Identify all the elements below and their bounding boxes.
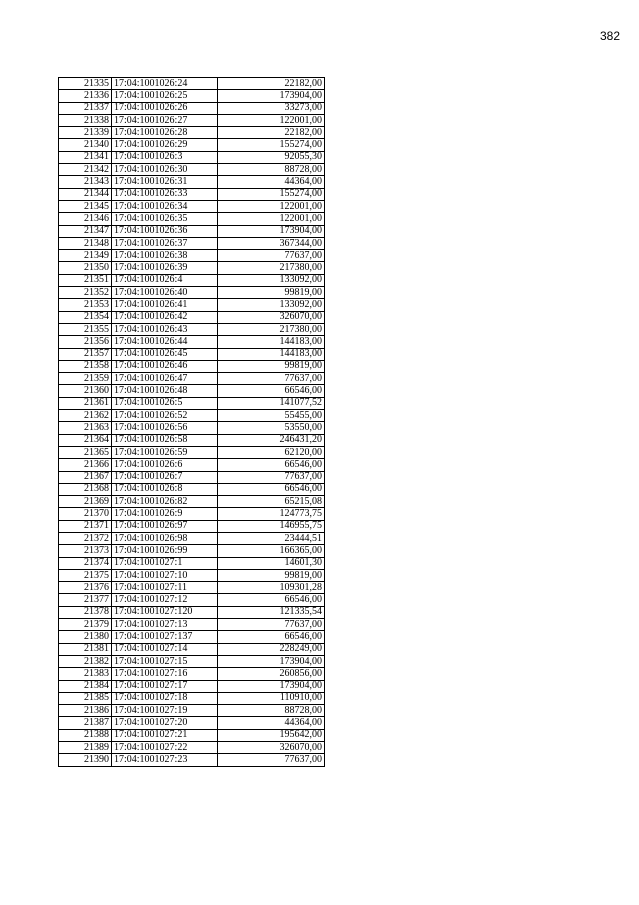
cadastral-number-cell: 17:04:1001026:8 [112, 483, 218, 495]
row-number-cell: 21340 [59, 139, 112, 151]
cadastral-number-cell: 17:04:1001026:35 [112, 213, 218, 225]
value-cell: 326070,00 [218, 311, 325, 323]
cadastral-number-cell: 17:04:1001026:56 [112, 422, 218, 434]
cadastral-number-cell: 17:04:1001026:97 [112, 520, 218, 532]
row-number-cell: 21380 [59, 631, 112, 643]
table-row [59, 680, 325, 692]
table-row [59, 705, 325, 717]
table-row [59, 434, 325, 446]
row-number-cell: 21381 [59, 643, 112, 655]
table-row [59, 729, 325, 741]
value-cell: 173904,00 [218, 90, 325, 102]
row-number-cell: 21365 [59, 446, 112, 458]
value-cell: 44364,00 [218, 176, 325, 188]
value-cell: 326070,00 [218, 742, 325, 754]
row-number-cell: 21354 [59, 311, 112, 323]
value-cell: 109301,28 [218, 582, 325, 594]
row-number-cell: 21348 [59, 237, 112, 249]
cadastral-number-cell: 17:04:1001026:40 [112, 287, 218, 299]
table-row [59, 139, 325, 151]
value-cell: 22182,00 [218, 127, 325, 139]
table-row [59, 397, 325, 409]
table-row [59, 631, 325, 643]
cadastral-number-cell: 17:04:1001026:25 [112, 90, 218, 102]
cadastral-number-cell: 17:04:1001027:14 [112, 643, 218, 655]
cadastral-number-cell: 17:04:1001026:4 [112, 274, 218, 286]
cadastral-number-cell: 17:04:1001026:28 [112, 127, 218, 139]
table-row [59, 102, 325, 114]
table-row [59, 78, 325, 90]
cadastral-number-cell: 17:04:1001027:1 [112, 557, 218, 569]
row-number-cell: 21349 [59, 250, 112, 262]
cadastral-number-cell: 17:04:1001026:48 [112, 385, 218, 397]
cadastral-number-cell: 17:04:1001026:98 [112, 532, 218, 544]
value-cell: 88728,00 [218, 705, 325, 717]
cadastral-number-cell: 17:04:1001026:24 [112, 78, 218, 90]
cadastral-value-table [58, 77, 325, 767]
row-number-cell: 21358 [59, 360, 112, 372]
cadastral-number-cell: 17:04:1001026:34 [112, 200, 218, 212]
row-number-cell: 21343 [59, 176, 112, 188]
cadastral-number-cell: 17:04:1001027:11 [112, 582, 218, 594]
table-row [59, 754, 325, 766]
row-number-cell: 21353 [59, 299, 112, 311]
table-row [59, 373, 325, 385]
row-number-cell: 21336 [59, 90, 112, 102]
value-cell: 66546,00 [218, 459, 325, 471]
table-row [59, 176, 325, 188]
table-row [59, 496, 325, 508]
table-row [59, 237, 325, 249]
value-cell: 99819,00 [218, 569, 325, 581]
value-cell: 77637,00 [218, 250, 325, 262]
table-row [59, 311, 325, 323]
row-number-cell: 21361 [59, 397, 112, 409]
table-row [59, 742, 325, 754]
table-row [59, 360, 325, 372]
cadastral-number-cell: 17:04:1001027:16 [112, 668, 218, 680]
cadastral-number-cell: 17:04:1001026:9 [112, 508, 218, 520]
cadastral-number-cell: 17:04:1001026:45 [112, 348, 218, 360]
table-row [59, 274, 325, 286]
cadastral-number-cell: 17:04:1001026:59 [112, 446, 218, 458]
table-row [59, 348, 325, 360]
table-row [59, 385, 325, 397]
value-cell: 66546,00 [218, 483, 325, 495]
value-cell: 122001,00 [218, 200, 325, 212]
table-row [59, 520, 325, 532]
value-cell: 217380,00 [218, 323, 325, 335]
cadastral-number-cell: 17:04:1001026:38 [112, 250, 218, 262]
value-cell: 53550,00 [218, 422, 325, 434]
row-number-cell: 21344 [59, 188, 112, 200]
table-row [59, 213, 325, 225]
table-row [59, 606, 325, 618]
table-row [59, 483, 325, 495]
cadastral-number-cell: 17:04:1001027:15 [112, 655, 218, 667]
row-number-cell: 21339 [59, 127, 112, 139]
cadastral-number-cell: 17:04:1001026:99 [112, 545, 218, 557]
row-number-cell: 21345 [59, 200, 112, 212]
value-cell: 66546,00 [218, 385, 325, 397]
table-row [59, 225, 325, 237]
row-number-cell: 21385 [59, 692, 112, 704]
row-number-cell: 21388 [59, 729, 112, 741]
table-row [59, 508, 325, 520]
value-cell: 217380,00 [218, 262, 325, 274]
table-row [59, 114, 325, 126]
value-cell: 44364,00 [218, 717, 325, 729]
row-number-cell: 21346 [59, 213, 112, 225]
value-cell: 22182,00 [218, 78, 325, 90]
table-row [59, 164, 325, 176]
cadastral-number-cell: 17:04:1001027:120 [112, 606, 218, 618]
cadastral-number-cell: 17:04:1001026:7 [112, 471, 218, 483]
value-cell: 77637,00 [218, 754, 325, 766]
row-number-cell: 21362 [59, 410, 112, 422]
table-row [59, 471, 325, 483]
value-cell: 65215,08 [218, 496, 325, 508]
value-cell: 77637,00 [218, 373, 325, 385]
value-cell: 141077,52 [218, 397, 325, 409]
cadastral-number-cell: 17:04:1001027:18 [112, 692, 218, 704]
value-cell: 110910,00 [218, 692, 325, 704]
row-number-cell: 21368 [59, 483, 112, 495]
row-number-cell: 21376 [59, 582, 112, 594]
value-cell: 166365,00 [218, 545, 325, 557]
table-row [59, 692, 325, 704]
row-number-cell: 21377 [59, 594, 112, 606]
row-number-cell: 21367 [59, 471, 112, 483]
value-cell: 122001,00 [218, 114, 325, 126]
cadastral-number-cell: 17:04:1001026:37 [112, 237, 218, 249]
value-cell: 124773,75 [218, 508, 325, 520]
row-number-cell: 21341 [59, 151, 112, 163]
cadastral-number-cell: 17:04:1001026:58 [112, 434, 218, 446]
row-number-cell: 21378 [59, 606, 112, 618]
row-number-cell: 21379 [59, 619, 112, 631]
cadastral-number-cell: 17:04:1001027:22 [112, 742, 218, 754]
value-cell: 260856,00 [218, 668, 325, 680]
table-row [59, 422, 325, 434]
value-cell: 99819,00 [218, 287, 325, 299]
cadastral-number-cell: 17:04:1001026:29 [112, 139, 218, 151]
value-cell: 92055,30 [218, 151, 325, 163]
row-number-cell: 21355 [59, 323, 112, 335]
value-cell: 173904,00 [218, 680, 325, 692]
row-number-cell: 21374 [59, 557, 112, 569]
cadastral-number-cell: 17:04:1001026:41 [112, 299, 218, 311]
row-number-cell: 21351 [59, 274, 112, 286]
table-row [59, 717, 325, 729]
row-number-cell: 21373 [59, 545, 112, 557]
row-number-cell: 21386 [59, 705, 112, 717]
row-number-cell: 21360 [59, 385, 112, 397]
row-number-cell: 21347 [59, 225, 112, 237]
value-cell: 228249,00 [218, 643, 325, 655]
value-cell: 173904,00 [218, 225, 325, 237]
cadastral-number-cell: 17:04:1001026:27 [112, 114, 218, 126]
table-row [59, 655, 325, 667]
table-row [59, 557, 325, 569]
table-row [59, 323, 325, 335]
table-row [59, 582, 325, 594]
row-number-cell: 21384 [59, 680, 112, 692]
row-number-cell: 21382 [59, 655, 112, 667]
value-cell: 367344,00 [218, 237, 325, 249]
table-row [59, 643, 325, 655]
cadastral-number-cell: 17:04:1001026:33 [112, 188, 218, 200]
cadastral-number-cell: 17:04:1001027:21 [112, 729, 218, 741]
row-number-cell: 21387 [59, 717, 112, 729]
value-cell: 195642,00 [218, 729, 325, 741]
row-number-cell: 21375 [59, 569, 112, 581]
row-number-cell: 21372 [59, 532, 112, 544]
value-cell: 155274,00 [218, 139, 325, 151]
value-cell: 144183,00 [218, 348, 325, 360]
value-cell: 62120,00 [218, 446, 325, 458]
table-row [59, 188, 325, 200]
value-cell: 66546,00 [218, 594, 325, 606]
table-row [59, 459, 325, 471]
cadastral-number-cell: 17:04:1001026:42 [112, 311, 218, 323]
row-number-cell: 21370 [59, 508, 112, 520]
cadastral-number-cell: 17:04:1001026:39 [112, 262, 218, 274]
table-row [59, 545, 325, 557]
table-row [59, 668, 325, 680]
row-number-cell: 21383 [59, 668, 112, 680]
cadastral-number-cell: 17:04:1001026:5 [112, 397, 218, 409]
cadastral-number-cell: 17:04:1001027:17 [112, 680, 218, 692]
cadastral-number-cell: 17:04:1001026:52 [112, 410, 218, 422]
value-cell: 146955,75 [218, 520, 325, 532]
cadastral-number-cell: 17:04:1001026:6 [112, 459, 218, 471]
cadastral-number-cell: 17:04:1001026:46 [112, 360, 218, 372]
cadastral-number-cell: 17:04:1001027:10 [112, 569, 218, 581]
cadastral-number-cell: 17:04:1001026:26 [112, 102, 218, 114]
value-cell: 66546,00 [218, 631, 325, 643]
table-row [59, 250, 325, 262]
row-number-cell: 21352 [59, 287, 112, 299]
cadastral-number-cell: 17:04:1001027:13 [112, 619, 218, 631]
table-row [59, 299, 325, 311]
cadastral-number-cell: 17:04:1001026:31 [112, 176, 218, 188]
table-row [59, 262, 325, 274]
table-row [59, 151, 325, 163]
row-number-cell: 21366 [59, 459, 112, 471]
value-cell: 133092,00 [218, 274, 325, 286]
cadastral-number-cell: 17:04:1001026:36 [112, 225, 218, 237]
table-body [59, 78, 325, 767]
cadastral-number-cell: 17:04:1001027:19 [112, 705, 218, 717]
table-row [59, 532, 325, 544]
cadastral-number-cell: 17:04:1001027:137 [112, 631, 218, 643]
row-number-cell: 21350 [59, 262, 112, 274]
value-cell: 133092,00 [218, 299, 325, 311]
cadastral-number-cell: 17:04:1001026:44 [112, 336, 218, 348]
page-number: 382 [599, 29, 620, 43]
value-cell: 14601,30 [218, 557, 325, 569]
table-row [59, 200, 325, 212]
row-number-cell: 21363 [59, 422, 112, 434]
value-cell: 144183,00 [218, 336, 325, 348]
value-cell: 121335,54 [218, 606, 325, 618]
cadastral-number-cell: 17:04:1001026:43 [112, 323, 218, 335]
value-cell: 173904,00 [218, 655, 325, 667]
value-cell: 88728,00 [218, 164, 325, 176]
value-cell: 246431,20 [218, 434, 325, 446]
cadastral-number-cell: 17:04:1001027:12 [112, 594, 218, 606]
value-cell: 55455,00 [218, 410, 325, 422]
row-number-cell: 21359 [59, 373, 112, 385]
row-number-cell: 21390 [59, 754, 112, 766]
value-cell: 33273,00 [218, 102, 325, 114]
table-row [59, 90, 325, 102]
table-row [59, 127, 325, 139]
table-row [59, 336, 325, 348]
cadastral-number-cell: 17:04:1001026:30 [112, 164, 218, 176]
table-row [59, 594, 325, 606]
row-number-cell: 21369 [59, 496, 112, 508]
table-row [59, 287, 325, 299]
value-cell: 77637,00 [218, 619, 325, 631]
table-row [59, 569, 325, 581]
cadastral-number-cell: 17:04:1001026:3 [112, 151, 218, 163]
table-row [59, 446, 325, 458]
cadastral-number-cell: 17:04:1001026:82 [112, 496, 218, 508]
row-number-cell: 21335 [59, 78, 112, 90]
value-cell: 122001,00 [218, 213, 325, 225]
row-number-cell: 21389 [59, 742, 112, 754]
table-row [59, 410, 325, 422]
value-cell: 155274,00 [218, 188, 325, 200]
row-number-cell: 21342 [59, 164, 112, 176]
row-number-cell: 21338 [59, 114, 112, 126]
table-row [59, 619, 325, 631]
cadastral-number-cell: 17:04:1001027:20 [112, 717, 218, 729]
value-cell: 23444,51 [218, 532, 325, 544]
value-cell: 99819,00 [218, 360, 325, 372]
cadastral-number-cell: 17:04:1001027:23 [112, 754, 218, 766]
row-number-cell: 21356 [59, 336, 112, 348]
value-cell: 77637,00 [218, 471, 325, 483]
row-number-cell: 21337 [59, 102, 112, 114]
row-number-cell: 21371 [59, 520, 112, 532]
row-number-cell: 21357 [59, 348, 112, 360]
cadastral-number-cell: 17:04:1001026:47 [112, 373, 218, 385]
row-number-cell: 21364 [59, 434, 112, 446]
